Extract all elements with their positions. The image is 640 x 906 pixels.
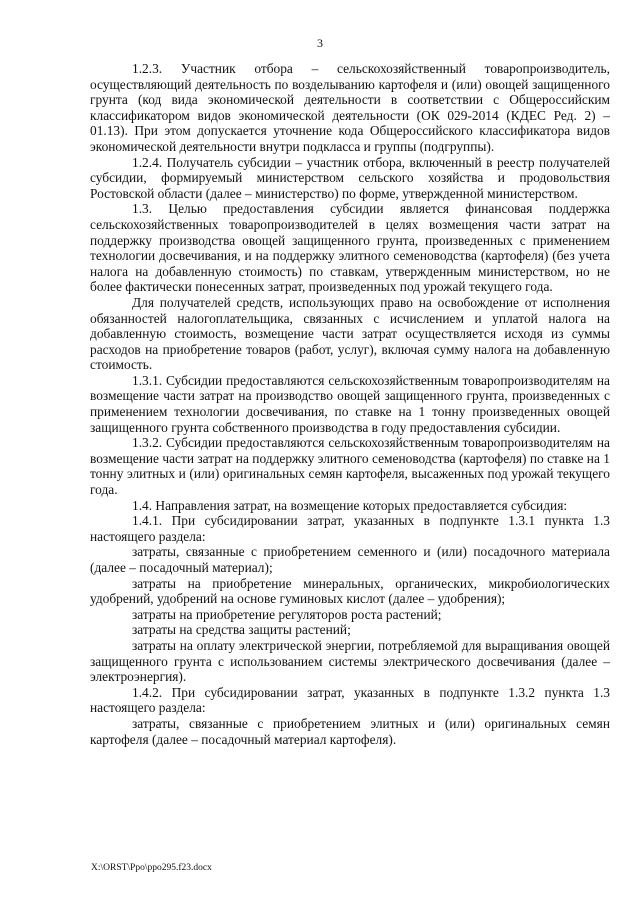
list-item-plant-protection: затраты на средства защиты растений;	[132, 622, 351, 638]
paragraph-1-3-2: 1.3.2. Субсидии предоставляются сельскохозяйственным товаропроизводителям на возмещение части затрат на поддержку элитного семеноводства (картофеля) по ставке на 1 тонну элитных и (или) оригинальных семян картофеля, высаженных под урожай текущего года.	[90, 435, 610, 498]
paragraph-1-3-1: 1.3.1. Субсидии предоставляются сельскохозяйственным товаропроизводителям на возмещение части затрат на производство овощей защищенного грунта, произведенных с применением технологии досвечивания, по ставке на 1 тонну произведенных овощей защищенного грунта собственного производства в году предоставления субсидии.	[90, 372, 610, 435]
list-item-growth-regulators: затраты на приобретение регуляторов роста растений;	[132, 606, 442, 622]
list-item-electricity: затраты на оплату электрической энергии, потребляемой для выращивания овощей защищенного грунта с использованием системы электрического досвечивания (далее – электроэнергия).	[90, 637, 610, 685]
document-body	[90, 61, 610, 747]
page-number: 3	[317, 36, 323, 50]
paragraph-1-2-3: 1.2.3. Участник отбора – сельскохозяйственный товаропроизводитель, осуществляющий деятельность по возделыванию картофеля и (или) овощей защищенного грунта (код вида экономической деятельности в соответствии с Общероссийским классификатором видов экономической деятельности (ОК 029-2014 (КДЕС Ред. 2) – 01.13). При этом допускается уточнение кода Общероссийского классификатора видов экономической деятельности внутри подкласса и группы (подгруппы).	[90, 61, 610, 154]
paragraph-vat-exemption: Для получателей средств, использующих право на освобождение от исполнения обязанностей налогоплательщика, связанных с исчислением и уплатой налога на добавленную стоимость, возмещение части затрат осуществляется исходя из суммы расходов на приобретение товаров (работ, услуг), включая сумму налога на добавленную стоимость.	[90, 294, 610, 373]
list-item-fertilizers: затраты на приобретение минеральных, органических, микробиологических удобрений, удобрений на основе гуминовых кислот (далее – удобрения);	[90, 575, 610, 607]
paragraph-1-4-1: 1.4.1. При субсидировании затрат, указанных в подпункте 1.3.1 пункта 1.3 настоящего раздела:	[90, 513, 610, 544]
paragraph-1-4-2: 1.4.2. При субсидировании затрат, указанных в подпункте 1.3.2 пункта 1.3 настоящего раздела:	[90, 684, 610, 716]
footer-file-path: X:\ORST\Ppo\ppo295.f23.docx	[91, 863, 212, 873]
paragraph-1-3: 1.3. Целью предоставления субсидии является финансовая поддержка сельскохозяйственных товаропроизводителей в целях возмещения части затрат на поддержку производства овощей защищенного грунта, произведенных с применением технологии досвечивания, и на поддержку элитного семеноводства (картофеля) (без учета налога на добавленную стоимость) по ставкам, утвержденным министерством, но не более фактически понесенных затрат, произведенных под урожай текущего года.	[90, 201, 610, 295]
paragraph-1-4: 1.4. Направления затрат, на возмещение которых предоставляется субсидия:	[132, 497, 568, 513]
paragraph-1-2-4: 1.2.4. Получатель субсидии – участник отбора, включенный в реестр получателей субсидии, формируемый министерством сельского хозяйства и продовольствия Ростовской области (далее – министерство) по форме, утвержденной министерством.	[90, 154, 610, 201]
list-item-potato-seeds: затраты, связанные с приобретением элитных и (или) оригинальных семян картофеля (далее – посадочный материал картофеля).	[90, 715, 610, 747]
list-item-seed-material: затраты, связанные с приобретением семенного и (или) посадочного материала (далее – посадочный материал);	[90, 544, 610, 575]
